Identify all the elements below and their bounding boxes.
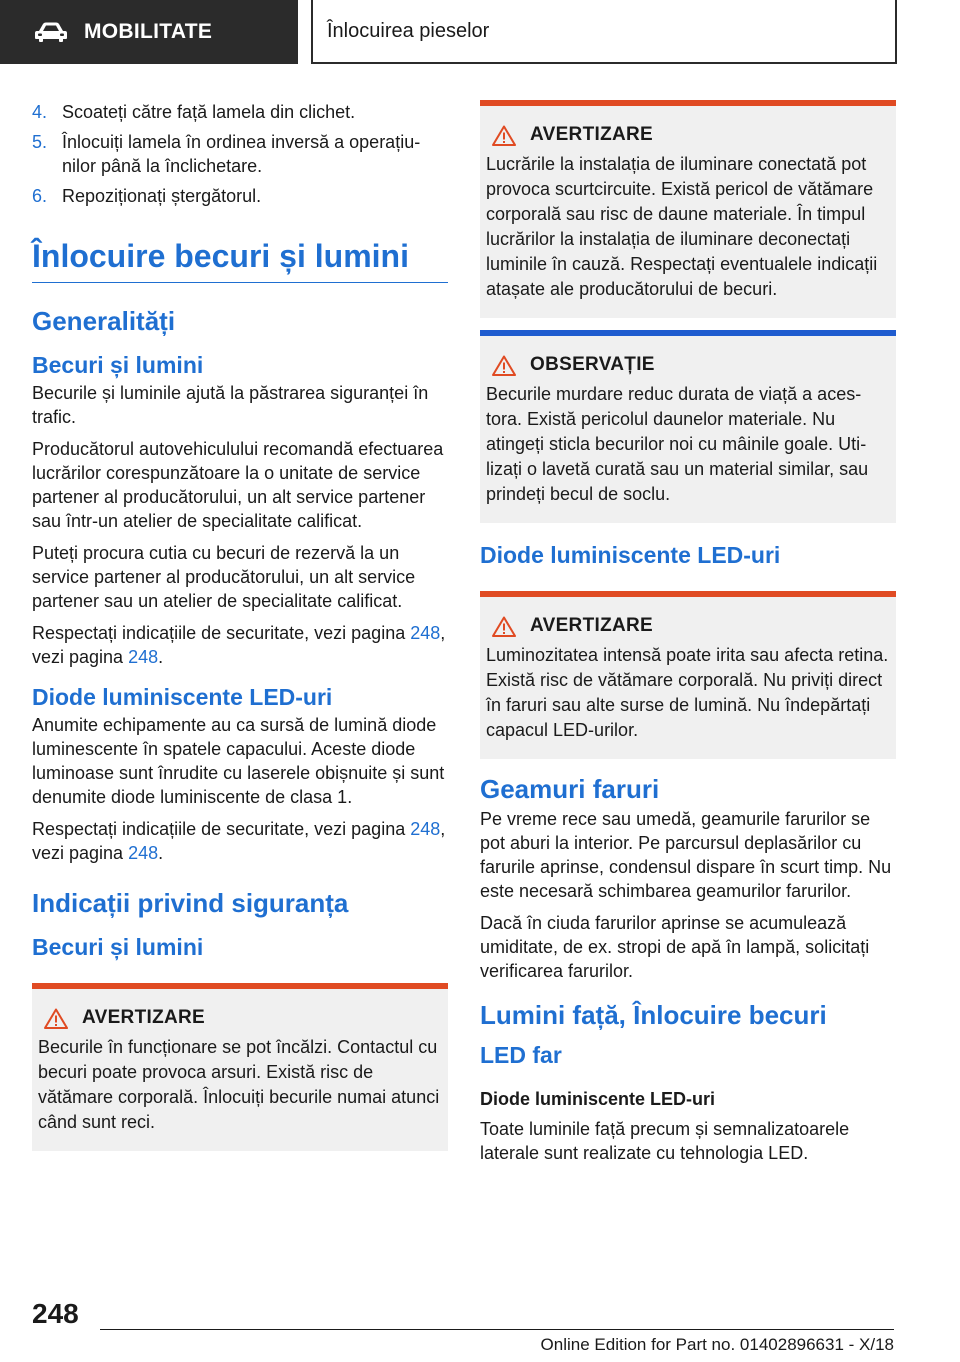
heading-led: Diode luminiscente LED-uri	[32, 684, 333, 710]
warning-box	[480, 100, 896, 318]
step-number: 4.	[32, 102, 48, 122]
list-item	[32, 100, 448, 124]
heading-bulbs: Becuri și lumini	[32, 352, 204, 378]
page-number: 248	[32, 1298, 79, 1329]
heading-general: Generalități	[32, 306, 176, 336]
warning-text: Becurile în funcționare se pot încălzi. Contactul cu becuri poate provoca arsuri. Există risc de vătămare corporală. Înlocuiți becurile numai atunci când sunt reci.	[38, 1037, 440, 1132]
step-text: Înlocuiți lamela în ordinea inversă a operațiunilor până la înclichetare.	[62, 132, 421, 176]
section-label: MOBILITATE	[84, 20, 213, 43]
footer-divider	[100, 1329, 894, 1330]
heading-glass: Geamuri faruri	[480, 774, 660, 804]
step-text: Repoziționați ștergătorul.	[62, 186, 262, 206]
list-item	[32, 184, 448, 208]
text: Respectați indicațiile de securitate, vezi pagina	[32, 623, 411, 643]
note-header	[486, 354, 890, 376]
warning-header	[38, 1007, 442, 1029]
warning-icon	[44, 1008, 68, 1029]
text: , vezi pagina	[32, 819, 446, 863]
section-tab[interactable]	[0, 0, 298, 64]
text: , vezi pagina	[32, 623, 446, 667]
warning-icon	[492, 616, 516, 637]
steps-list	[32, 100, 448, 208]
page-header	[0, 0, 960, 66]
paragraph: Toate luminile față precum și semnalizatoarele laterale sunt realizate cu tehnologia LED.	[480, 1119, 850, 1163]
paragraph: Pe vreme rece sau umedă, geamurile farurilor se pot aburi la interior. Pe parcursul deplasărilor cu farurile aprinse, condensul dispare în scurt timp. Nu este necesară schimbarea geamurilor farurilor.	[480, 809, 892, 901]
warning-header	[486, 615, 890, 637]
paragraph: Producătorul autovehiculului recomandă efectuarea lucrărilor corespunzătoare la o unitate de service partener al producătorului, un alt service partener sau într-un atelier de specialitate calificat.	[32, 439, 444, 531]
chapter-label: Înlocuirea pieselor	[327, 19, 490, 42]
car-icon	[34, 21, 68, 43]
heading-safety: Indicații privind siguranța	[32, 888, 349, 918]
step-text: Scoateți către față lamela din clichet.	[62, 102, 356, 122]
note-box	[480, 330, 896, 523]
heading-ledfar: LED far	[480, 1042, 562, 1068]
paragraph	[32, 621, 448, 669]
text: Respectați indicațiile de securitate, vezi pagina	[32, 819, 411, 839]
warning-box	[480, 591, 896, 759]
paragraph: Becurile și luminile ajută la păstrarea siguranței în trafic.	[32, 383, 429, 427]
warning-title: AVERTIZARE	[530, 124, 653, 145]
warning-header	[486, 124, 890, 146]
right-column	[480, 100, 896, 1173]
page-link[interactable]: 248	[410, 623, 441, 643]
paragraph	[32, 817, 448, 865]
chapter-tab[interactable]	[311, 0, 897, 64]
paragraph: Anumite echipamente au ca sursă de lumină diode luminescente în spatele capacului. Aceste diode luminoase sunt înrudite cu laserele obișnuite și sunt denumite diode luminiscente de clasa 1.	[32, 715, 445, 807]
note-text: Becurile murdare reduc durata de viață a acestora. Există pericolul daunelor materiale. Nu atingeți sticla becurilor noi cu mâinile goale. Utilizați o lavetă curată sau un material similar, sau prindeți becul de soclu.	[486, 384, 869, 504]
left-column	[32, 100, 448, 1171]
edition-footer: Online Edition for Part no. 01402896631 - X/18	[540, 1335, 894, 1354]
warning-text: Luminozitatea intensă poate irita sau afecta retina. Există risc de vătămare corporală. Nu priviți direct în faruri sau alte surse de lumină. Nu îndepărtați capacul LED-urilor.	[486, 645, 889, 740]
page-title: Înlocuire becuri și lumini	[32, 236, 448, 283]
heading-diodes: Diode luminiscente LED-uri	[480, 1089, 716, 1109]
text: .	[158, 843, 164, 863]
warning-text: Lucrările la instalația de iluminare conectată pot provoca scurtcircuite. Există pericol de vătămare corporală sau risc de daune materiale. În timpul lucrărilor la instalația de iluminare deconectați luminile în cauză. Respectați eventualele indicații atașate ale producătorului de becuri.	[486, 154, 878, 299]
paragraph: Puteți procura cutia cu becuri de rezervă la un service partener al producătorului, un alt service partener sau un atelier de specialitate calificat.	[32, 543, 416, 611]
page-link[interactable]: 248	[410, 819, 441, 839]
warning-title: AVERTIZARE	[82, 1007, 205, 1028]
list-item	[32, 130, 448, 178]
paragraph: Dacă în ciuda farurilor aprinse se acumulează umiditate, de ex. stropi de apă în lampă, solicitați verificarea farurilor.	[480, 913, 870, 981]
page-link[interactable]: 248	[128, 647, 159, 667]
heading-led: Diode luminiscente LED-uri	[480, 542, 781, 568]
heading-front: Lumini față, Înlocuire becuri	[480, 1000, 827, 1030]
heading-bulbs-2: Becuri și lumini	[32, 934, 204, 960]
note-title: OBSERVAȚIE	[530, 354, 655, 375]
warning-box	[32, 983, 448, 1151]
text: .	[158, 647, 164, 667]
warning-icon	[492, 125, 516, 146]
step-number: 5.	[32, 132, 48, 152]
page-link[interactable]: 248	[128, 843, 159, 863]
warning-title: AVERTIZARE	[530, 615, 653, 636]
step-number: 6.	[32, 186, 48, 206]
warning-icon	[492, 355, 516, 376]
